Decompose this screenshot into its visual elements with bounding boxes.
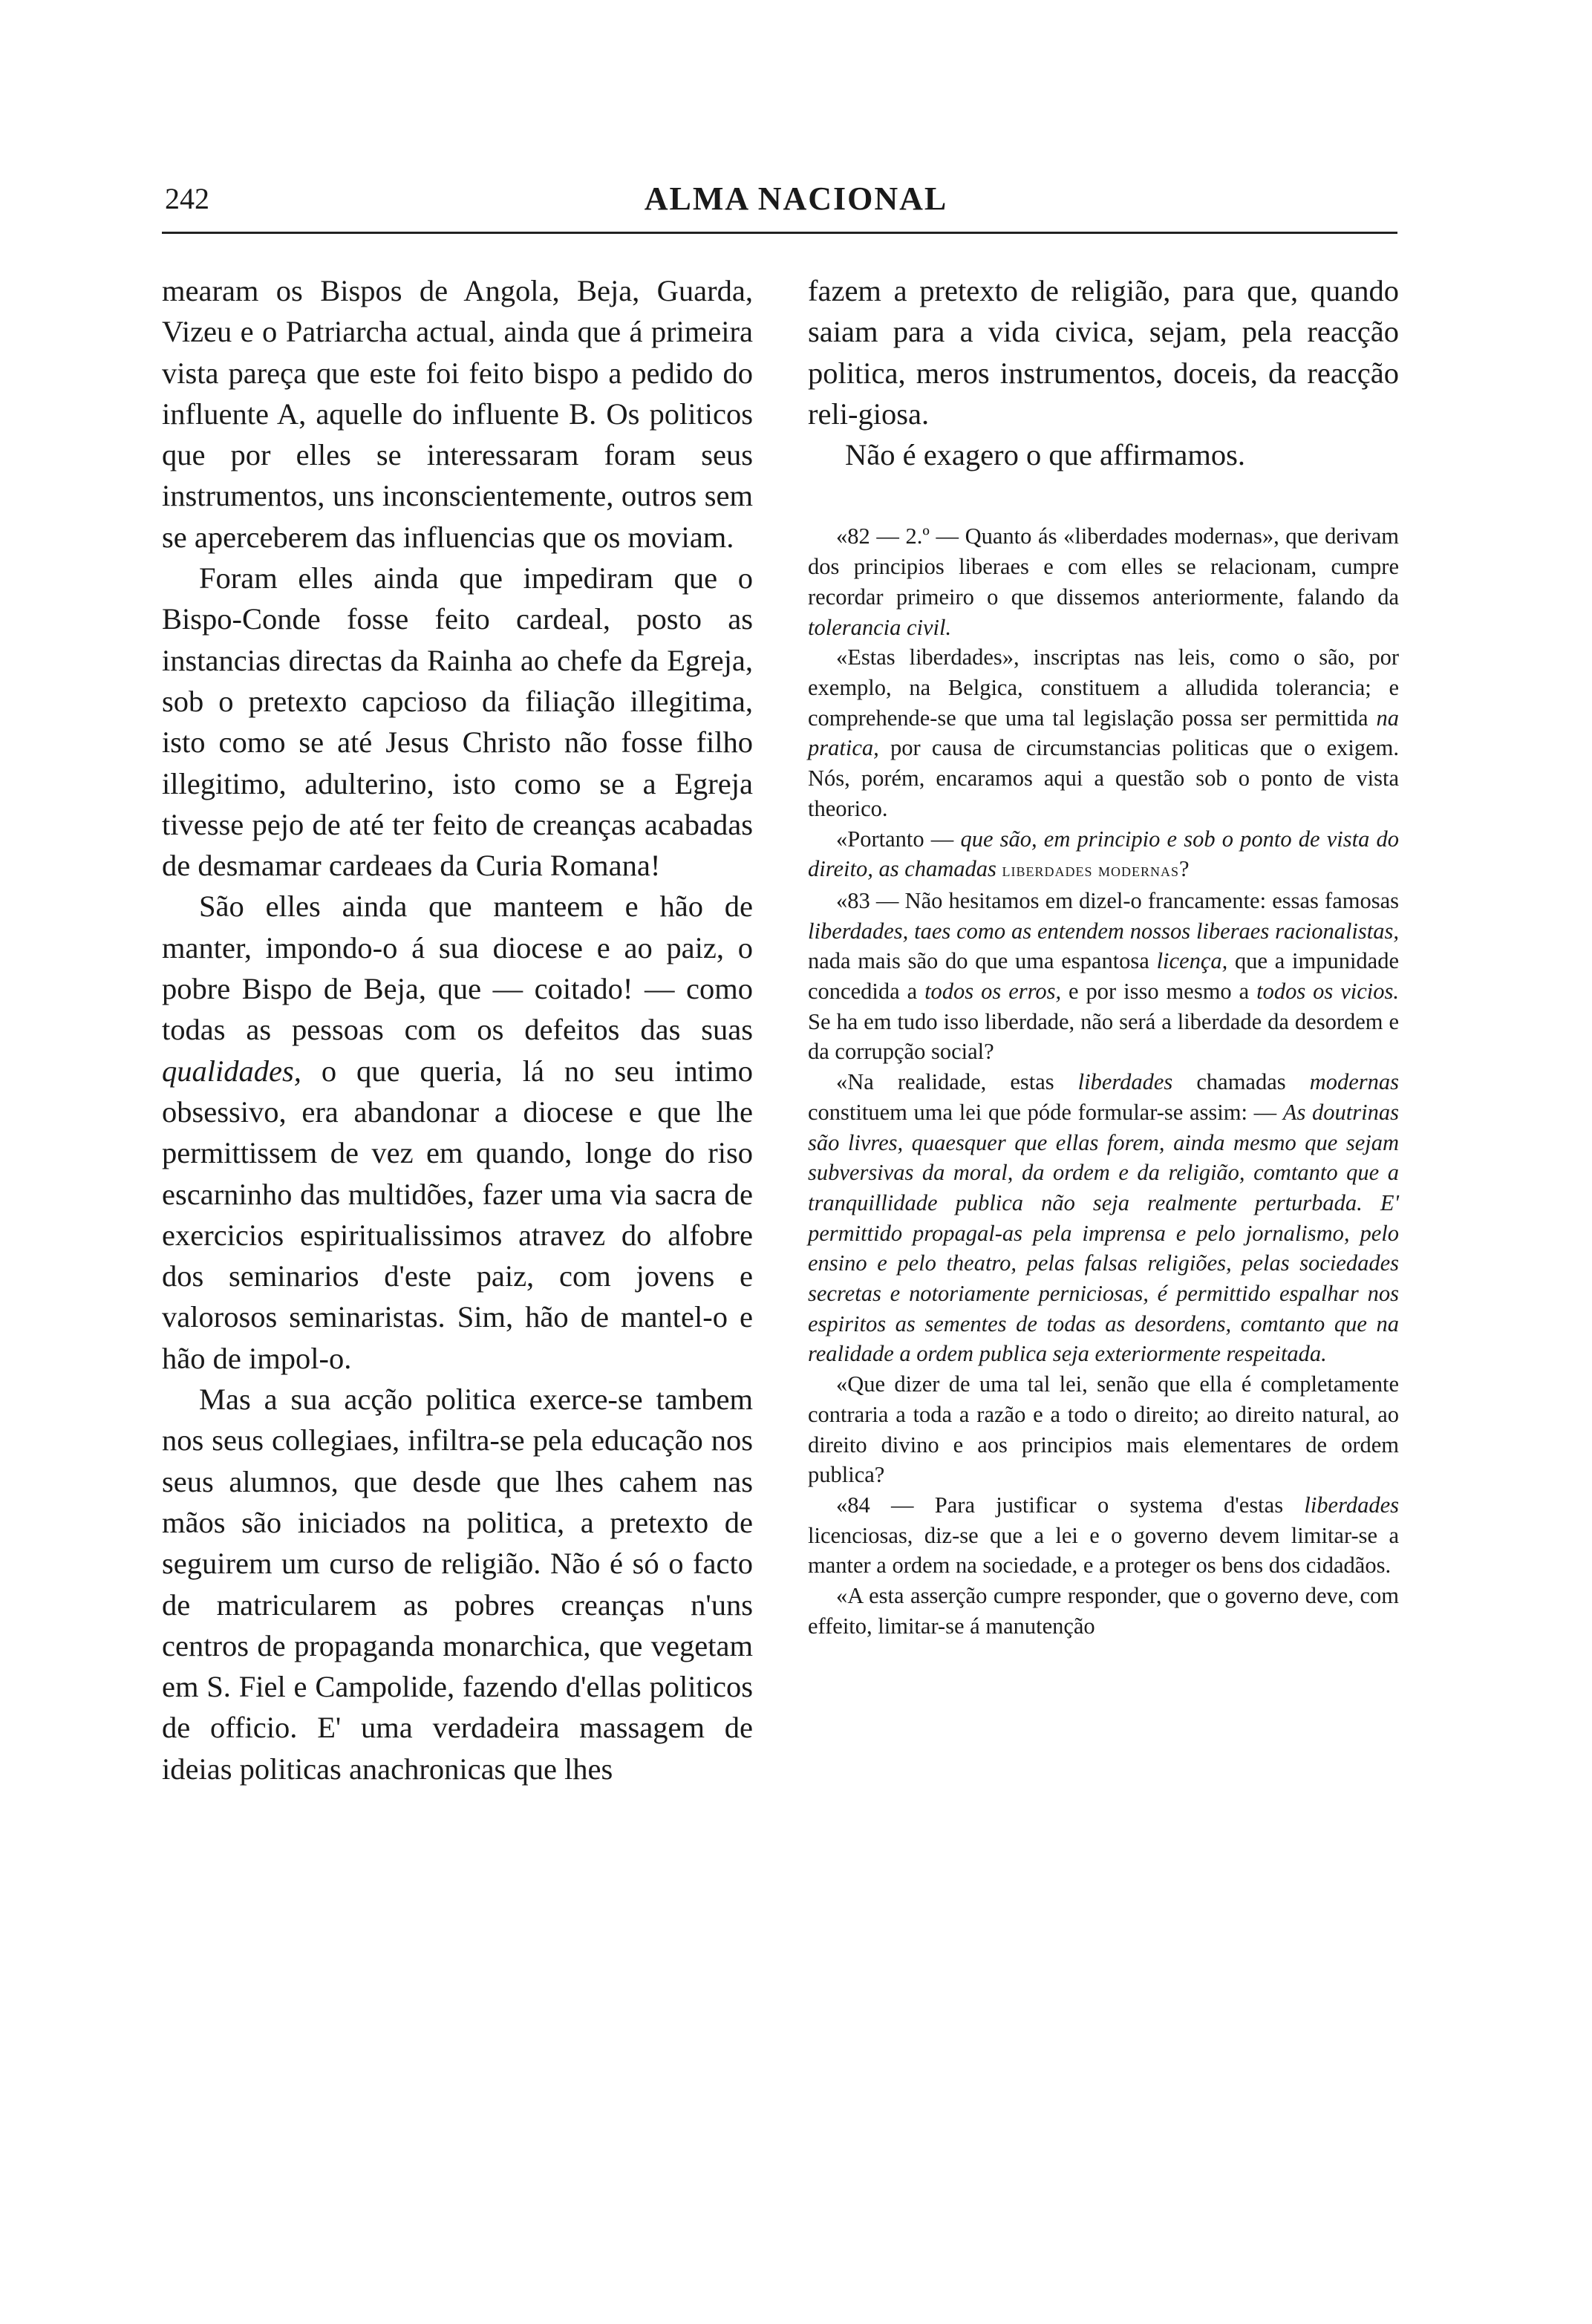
quote-liberdades-italic: na pratica, <box>808 705 1399 761</box>
quote-real-text-b: chamadas <box>1196 1069 1286 1095</box>
quote-portanto-end: ? <box>1179 856 1190 882</box>
quote-liberdades-text-a: «Estas liberdades», inscriptas nas leis, como o são, por exemplo, na Belgica, constituem a alludida tolerancia; e comprehende-se que uma tal legislação possa ser permittida <box>808 644 1399 731</box>
quote-83-italic-a: liberdades, taes como as entendem nossos liberaes racionalistas, <box>808 918 1399 944</box>
left-paragraph-2: Foram elles ainda que impediram que o Bispo-Conde fosse feito cardeal, posto as instancias directas da Rainha ao chefe da Egreja, sob o pretexto capcioso da filiação illegitima, isto como se até Jesus Christo não fosse filho illegitimo, adulterino, isto como se a Egreja tivesse pejo de até ter feito de creanças acabadas de desmamar cardeaes da Curia Romana! <box>162 561 753 883</box>
left-paragraph-4: Mas a sua acção politica exerce-se tambem nos seus collegiaes, infiltra-se pela educação nos seus alumnos, que desde que lhes cahem nas mãos são iniciados na politica, a pretexto de seguirem um curso de religião. Não é só o facto de matricularem as pobres creanças n'uns centros de propaganda monarchica, que vegetam em S. Fiel e Campolide, fazendo d'ellas politicos de officio. E' uma verdadeira massagem de ideias politicas anachronicas que lhes <box>162 1383 753 1786</box>
quote-portanto-italic: que são, em principio e sob o ponto de vista do direito, as chamadas <box>808 826 1400 882</box>
quote-84-text-a: «84 — Para justificar o systema d'estas <box>836 1492 1284 1518</box>
quote-real-italic-b: modernas <box>1309 1069 1399 1095</box>
page-number: 242 <box>165 182 209 215</box>
quote-83-italic-c: todos os erros, <box>924 979 1062 1005</box>
left-paragraph-3 <box>162 886 753 1379</box>
right-column <box>808 270 1399 1642</box>
quote-83-text-a: «83 — Não hesitamos em dizel-o francamente: essas famosas <box>836 887 1399 913</box>
quote-real-text-a: «Na realidade, estas <box>836 1069 1054 1095</box>
quote-83-italic-d: todos os vicios. <box>1256 979 1399 1005</box>
quote-paragraph-82 <box>808 521 1399 642</box>
quote-liberdades-text-b: por causa de circumstancias politicas que o exigem. Nós, porém, encaramos aqui a questão sob o ponto de vista theorico. <box>808 735 1399 821</box>
quote-paragraph-liberdades <box>808 642 1399 823</box>
right-paragraph-2: Não é exagero o que affirmamos. <box>845 438 1246 472</box>
quote-portanto-smallcaps: liberdades modernas <box>1002 859 1180 881</box>
quote-paragraph-83 <box>808 886 1399 1067</box>
quote-paragraph-84 <box>808 1490 1399 1581</box>
quote-84-text-b: licenciosas, diz-se que a lei e o governo devem limitar-se a manter a ordem na sociedade, e a proteger os bens dos cidadãos. <box>808 1522 1399 1579</box>
quote-83-text-d: e por isso mesmo a <box>1069 979 1250 1005</box>
quote-real-italic-c: As doutrinas são livres, quaesquer que ellas forem, ainda mesmo que sejam subversivas da moral, da ordem e da religião, comtanto que a tranquillidade publica não seja realmente perturbada. E' permittido propagal-as pela imprensa e pelo jornalismo, pelo ensino e pelo theatro, pelas falsas religiões, pelas sociedades secretas e notoriamente perniciosas, é permittido espalhar nos espiritos as sementes de todas as desordens, comtanto que na realidade a ordem publica seja exteriormente respeitada. <box>808 1099 1399 1367</box>
quote-paragraph-realidade <box>808 1067 1399 1369</box>
quote-real-italic-a: liberdades <box>1077 1069 1173 1095</box>
quote-real-text-c: constituem uma lei que póde formular-se assim: — <box>808 1099 1277 1125</box>
quote-83-text-b: nada mais são do que uma espantosa <box>808 948 1149 974</box>
quote-portanto-text: «Portanto — <box>836 826 954 852</box>
right-paragraph-1: fazem a pretexto de religião, para que, quando saiam para a vida civica, sejam, pela reacção politica, meros instrumentos, doceis, da reacção reli-giosa. <box>808 274 1399 431</box>
quote-paragraph-esta: «A esta asserção cumpre responder, que o governo deve, com effeito, limitar-se á manutenção <box>808 1583 1399 1639</box>
quoted-block <box>808 521 1399 1641</box>
quote-84-italic: liberdades <box>1304 1492 1399 1518</box>
left-paragraph-3-text-a: São elles ainda que manteem e hão de manter, impondo-o á sua diocese e ao paiz, o pobre Bispo de Beja, que — coitado! — como todas as pessoas com os defeitos das suas <box>162 890 753 1047</box>
quote-82-italic: tolerancia civil. <box>808 614 952 640</box>
left-paragraph-3-text-b: o que queria, lá no seu intimo obsessivo, era abandonar a diocese e que lhe permittissem de vez em quando, longe do riso escarninho das multidões, fazer uma via sacra de exercicios espiritualissimos atravez do alfobre dos seminarios d'este paiz, com jovens e valorosos seminaristas. Sim, hão de mantel-o e hão de impol-o. <box>162 1054 754 1375</box>
right-main-text <box>808 270 1399 475</box>
running-title: ALMA NACIONAL <box>644 180 948 217</box>
quote-82-text: «82 — 2.º — Quanto ás «liberdades modernas», que derivam dos principios liberaes e com elles se relacionam, cumpre recordar primeiro o que dissemos anteriormente, falando da <box>808 523 1399 610</box>
quote-paragraph-quedizer: «Que dizer de uma tal lei, senão que ella é completamente contraria a toda a razão e a todo o direito; ao direito natural, ao direito divino e aos principios mais elementares de ordem publica? <box>808 1371 1399 1488</box>
left-column <box>162 270 753 1789</box>
quote-83-italic-b: licença, <box>1156 948 1228 974</box>
left-paragraph-3-italic: qualidades, <box>162 1054 301 1088</box>
quote-paragraph-portanto <box>808 824 1399 886</box>
left-paragraph-1: mearam os Bispos de Angola, Beja, Guarda, Vizeu e o Patriarcha actual, ainda que á primeira vista pareça que este foi feito bispo a pedido do influente A, aquelle do influente B. Os politicos que por elles se interessaram foram seus instrumentos, uns inconscientemente, outros sem se aperceberem das influencias que os moviam. <box>162 274 753 554</box>
header-rule <box>162 232 1397 234</box>
quote-83-text-e: Se ha em tudo isso liberdade, não será a liberdade da desordem e da corrupção social? <box>808 1008 1399 1065</box>
quote-83-text-c: que a impunidade concedida a <box>808 948 1400 1005</box>
